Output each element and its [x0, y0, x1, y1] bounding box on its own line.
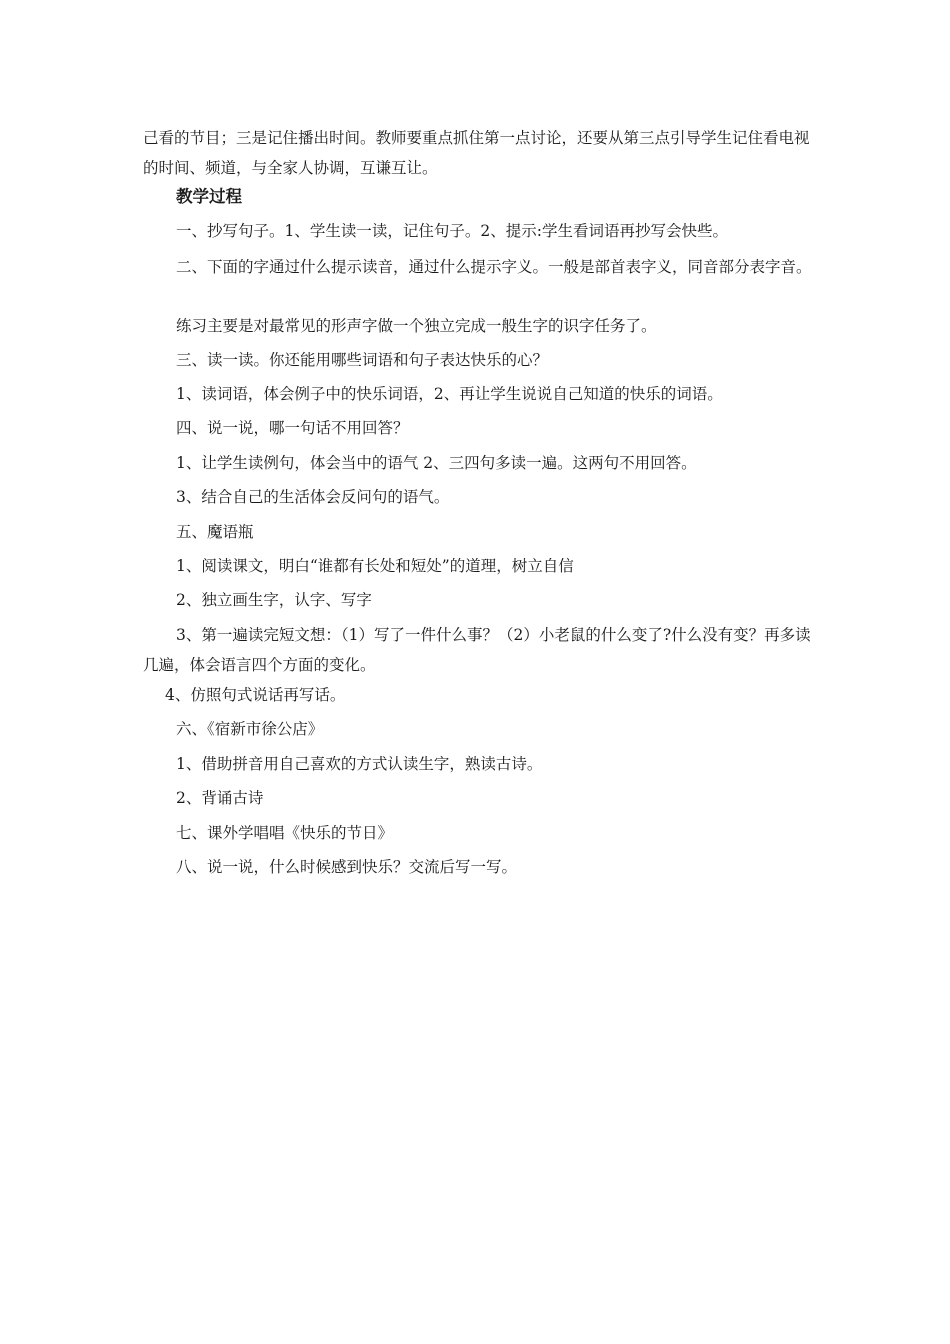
- paragraph-rhetorical-tone: 3、结合自己的生活体会反问句的语气。: [176, 488, 450, 506]
- paragraph-poem-title: 六、《宿新市徐公店》: [176, 720, 324, 738]
- section-heading: 教学过程: [176, 187, 242, 206]
- intro-paragraph: 己看的节目；三是记住播出时间。教师要重点抓住第一点讨论，还要从第三点引导学生记住看电视的时间、频道，与全家人协调，互谦互让。: [143, 129, 810, 177]
- paragraph-read-words: 1、读词语，体会例子中的快乐词语，2、再让学生说说自己知道的快乐的词语。: [176, 385, 723, 403]
- paragraph-read-aloud: 三、读一读。你还能用哪些词语和句子表达快乐的心？: [176, 351, 549, 369]
- paragraph-when-happy: 八、说一说，什么时候感到快乐？交流后写一写。: [176, 858, 518, 876]
- paragraph-example-sentences: 1、让学生读例句，体会当中的语气 2、三四句多读一遍。这两句不用回答。: [176, 454, 697, 472]
- paragraph-pinyin-reading: 1、借助拼音用自己喜欢的方式认读生字，熟读古诗。: [176, 755, 543, 773]
- paragraph-first-reading: 3、第一遍读完短文想：（1）写了一件什么事？（2）小老鼠的什么变了?什么没有变？再多读几遍，体会语言四个方面的变化。: [143, 626, 811, 674]
- paragraph-imitate-sentences: 4、仿照句式说话再写话。: [165, 686, 346, 704]
- paragraph-say-it: 四、说一说，哪一句话不用回答？: [176, 419, 409, 437]
- paragraph-recite-poem: 2、背诵古诗: [176, 789, 264, 807]
- paragraph-sound-meaning: 二、下面的字通过什么提示读音，通过什么提示字义。一般是部首表字义，同音部分表字音。: [176, 258, 812, 276]
- paragraph-magic-bottle: 五、魔语瓶: [176, 523, 254, 541]
- paragraph-read-text: 1、阅读课文，明白“谁都有长处和短处”的道理，树立自信: [176, 557, 574, 575]
- paragraph-draw-characters: 2、独立画生字，认字、写字: [176, 591, 372, 609]
- paragraph-copy-sentences: 一、抄写句子。1、学生读一读，记住句子。2、提示:学生看词语再抄写会快些。: [176, 222, 728, 240]
- paragraph-practice-note: 练习主要是对最常见的形声字做一个独立完成一般生字的识字任务了。: [176, 317, 657, 335]
- paragraph-sing-song: 七、课外学唱唱《快乐的节日》: [176, 824, 394, 842]
